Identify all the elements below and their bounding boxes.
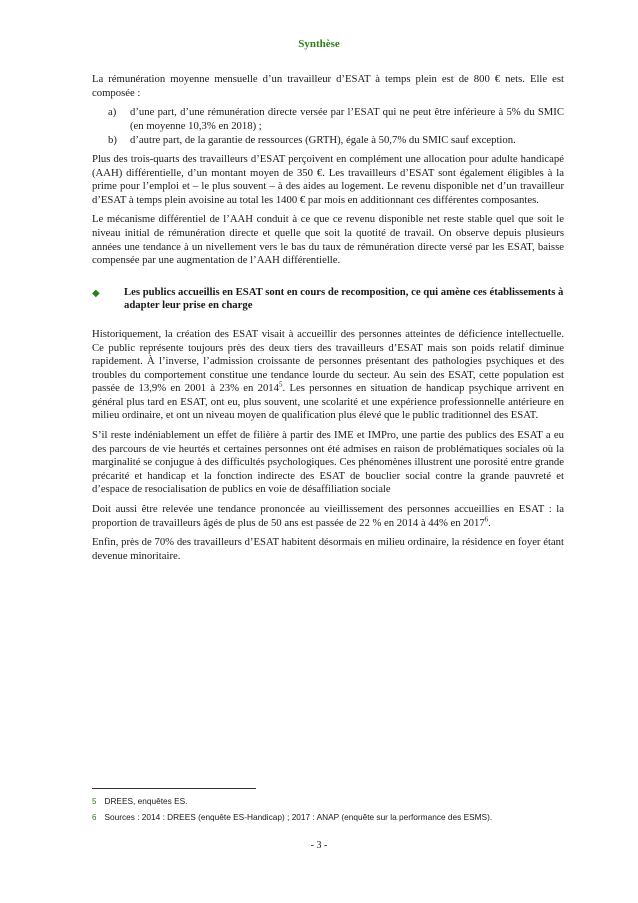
paragraph-vieillissement <box>92 503 564 530</box>
paragraph-residence: Enfin, près de 70% des travailleurs d’ESAT habitent désormais en milieu ordinaire, la résidence en foyer étant devenue minoritaire. <box>92 536 564 562</box>
paragraph-remuneration: La rémunération moyenne mensuelle d’un travailleur d’ESAT à temps plein est de 800 € nets. Elle est composée : <box>92 73 564 99</box>
footnote-text: Sources : 2014 : DREES (enquête ES-Handicap) ; 2017 : ANAP (enquête sur la performance des ESMS). <box>104 812 493 822</box>
footnote-ref-5[interactable]: 5 <box>279 380 283 389</box>
paragraph-filiere: S’il reste indéniablement un effet de filière à partir des IME et IMPro, une partie des publics des ESAT a eu des parcours de vie heurtés et certaines personnes ont été admises en raison de problématiques sociales où la marginalité se conjugue à des difficultés psychologiques. Ces phénomènes illustrent une porosité entre grande précarité et handicap et la fonction indirecte des ESAT de bouclier social contre la grande pauvreté et d’espace de resocialisation de publics en voie de désaffiliation sociale <box>92 429 564 496</box>
list-item <box>92 134 564 148</box>
paragraph-text: Doit aussi être relevée une tendance prononcée au vieillissement des personnes accueillies en ESAT : la proportion de travailleurs âgés de plus de 50 ans est passée de 22 % en 2014 à 44% en 2017 <box>92 503 564 529</box>
footnote-number: 5 <box>92 797 97 806</box>
footnote <box>92 796 187 806</box>
footnote-number: 6 <box>92 813 97 822</box>
page-number: - 3 - <box>310 840 328 851</box>
list-item-label: a) <box>108 106 117 119</box>
paragraph-text: . <box>488 516 491 529</box>
page-header: Synthèse <box>298 38 340 50</box>
paragraph-text: Historiquement, la création des ESAT visait à accueillir des personnes atteintes de déficience intellectuelle. Ce public représente toujours près des deux tiers des travailleurs d’ESAT mais son poids relatif diminue rapidement. À l’inverse, l’admission croissante de personnes présentant des pathologies psychiques et des troubles du comportement constitue une tendance lourde du secteur. Au sein des ESAT, cette population est passée de 13,9% en 2001 à 23% en 2014 <box>92 327 564 395</box>
section-heading-text: Les publics accueillis en ESAT sont en cours de recomposition, ce qui amène ces établissements à adapter leur prise en charge <box>124 285 564 312</box>
composition-list <box>92 106 564 148</box>
paragraph-historique <box>92 328 564 423</box>
list-item-text: d’une part, d’une rémunération directe versée par l’ESAT qui ne peut être inférieure à 5% du SMIC (en moyenne 10,3% en 2018) ; <box>130 106 564 132</box>
footnote <box>92 812 492 822</box>
document-body <box>92 73 564 569</box>
list-item-label: b) <box>108 134 117 147</box>
diamond-bullet-icon: ◆ <box>92 287 100 299</box>
paragraph-text: . Les personnes en situation de handicap psychique arrivent en général plus tard en ESAT, ont eu, plus souvent, une scolarité et une expérience professionnelle antérieure en milieu ordinaire, et ont un niveau moyen de qualification plus élevé que le public traditionnel des ESAT. <box>92 382 564 422</box>
section-heading <box>92 286 564 313</box>
footnote-text: DREES, enquêtes ES. <box>104 796 188 806</box>
list-item-text: d’autre part, de la garantie de ressources (GRTH), égale à 50,7% du SMIC sauf exception. <box>130 134 516 147</box>
paragraph-mecanisme: Le mécanisme différentiel de l’AAH conduit à ce que ce revenu disponible net reste stable quel que soit le niveau initial de rémunération directe et quelle que soit la quotité de travail. On observe depuis plusieurs années une tendance à un nivellement vers le bas du taux de rémunération directe versé par les ESAT, baisse compensée par une augmentation de l’AAH différentielle. <box>92 213 564 267</box>
paragraph-aah: Plus des trois-quarts des travailleurs d’ESAT perçoivent en complément une allocation pour adulte handicapé (AAH) différentielle, d’un montant moyen de 350 €. Les travailleurs d’ESAT sont également éligibles à la prime pour l’emploi et – le plus souvent – à des aides au logement. Le revenu disponible net d’un travailleur d’ESAT à temps plein avoisine au total les 1400 € par mois en additionnant ces différentes composantes. <box>92 152 564 206</box>
footnote-separator <box>92 788 256 789</box>
list-item <box>92 106 564 133</box>
footnote-ref-6[interactable]: 6 <box>484 515 489 524</box>
